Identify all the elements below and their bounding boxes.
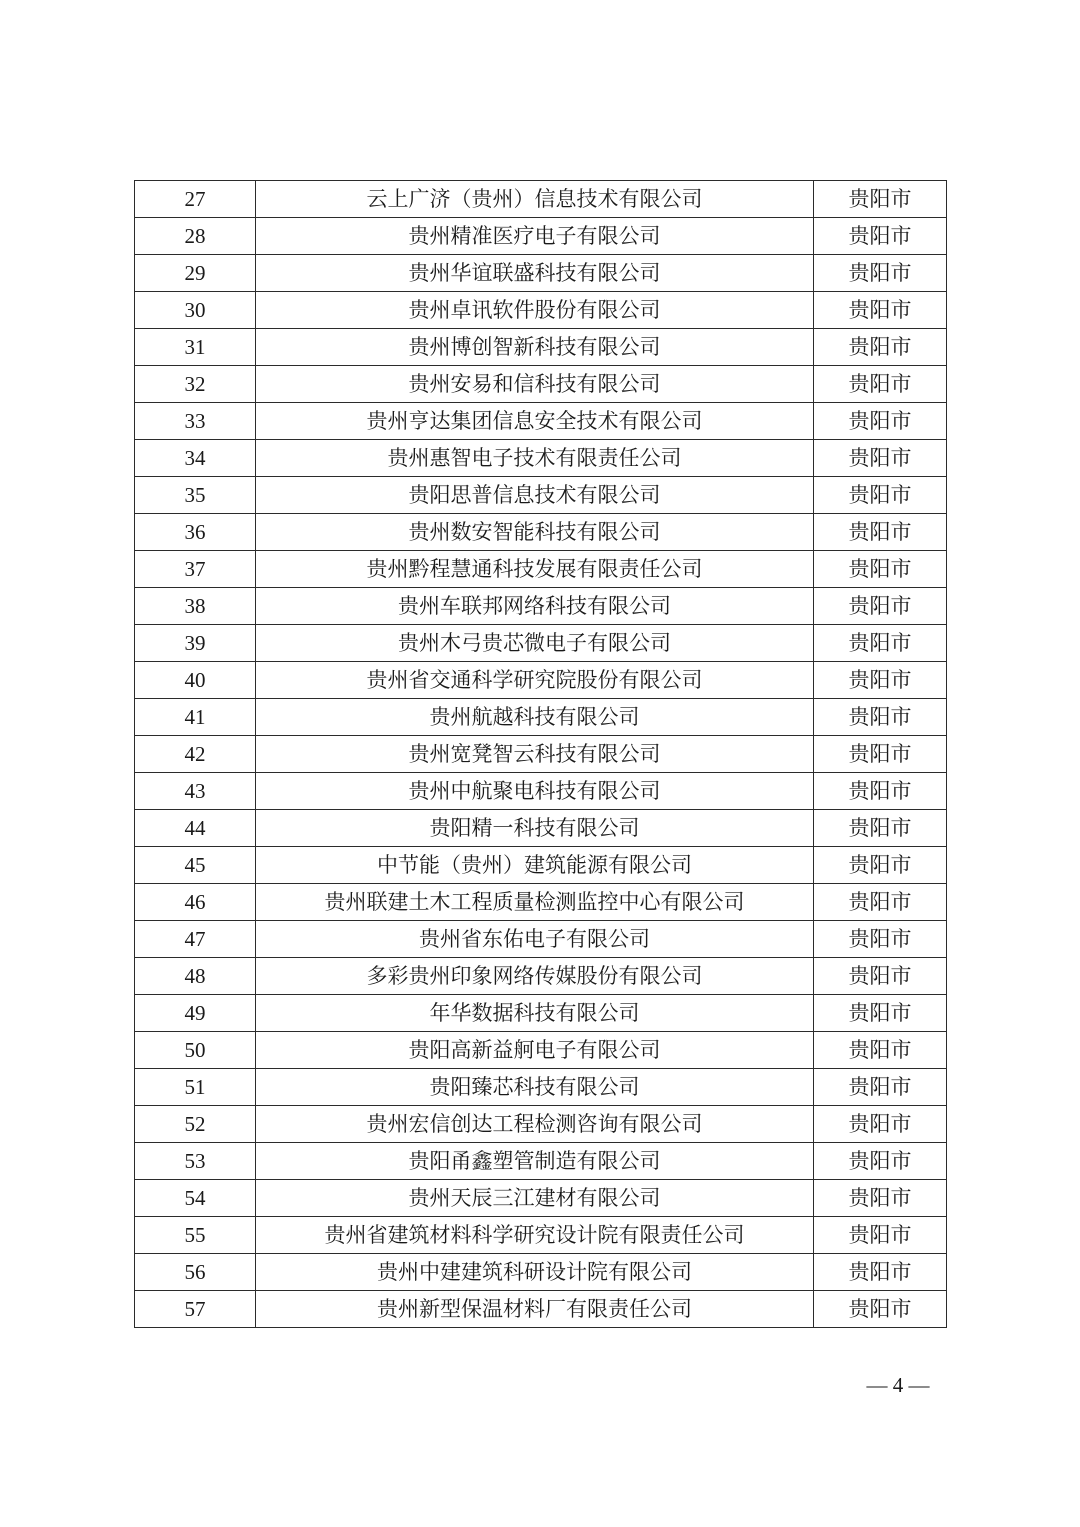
company-name-cell: 贵州亨达集团信息安全技术有限公司 [256, 403, 814, 440]
company-name-cell: 贵州宏信创达工程检测咨询有限公司 [256, 1106, 814, 1143]
table-row [135, 847, 947, 884]
row-number-cell: 39 [135, 625, 256, 662]
row-number-cell: 47 [135, 921, 256, 958]
city-cell: 贵阳市 [814, 1106, 947, 1143]
table-row [135, 329, 947, 366]
table-row [135, 551, 947, 588]
city-cell: 贵阳市 [814, 1032, 947, 1069]
company-name-cell: 贵州中建建筑科研设计院有限公司 [256, 1254, 814, 1291]
company-name-cell: 贵州精准医疗电子有限公司 [256, 218, 814, 255]
row-number-cell: 27 [135, 181, 256, 218]
city-cell: 贵阳市 [814, 1254, 947, 1291]
city-cell: 贵阳市 [814, 477, 947, 514]
row-number-cell: 52 [135, 1106, 256, 1143]
company-name-cell: 年华数据科技有限公司 [256, 995, 814, 1032]
row-number-cell: 32 [135, 366, 256, 403]
city-cell: 贵阳市 [814, 773, 947, 810]
city-cell: 贵阳市 [814, 1143, 947, 1180]
city-cell: 贵阳市 [814, 699, 947, 736]
company-name-cell: 贵阳精一科技有限公司 [256, 810, 814, 847]
city-cell: 贵阳市 [814, 736, 947, 773]
city-cell: 贵阳市 [814, 1180, 947, 1217]
table-row [135, 1143, 947, 1180]
table-row [135, 958, 947, 995]
city-cell: 贵阳市 [814, 255, 947, 292]
table-row [135, 884, 947, 921]
row-number-cell: 29 [135, 255, 256, 292]
row-number-cell: 50 [135, 1032, 256, 1069]
company-name-cell: 贵州华谊联盛科技有限公司 [256, 255, 814, 292]
row-number-cell: 45 [135, 847, 256, 884]
row-number-cell: 53 [135, 1143, 256, 1180]
company-name-cell: 贵阳思普信息技术有限公司 [256, 477, 814, 514]
city-cell: 贵阳市 [814, 403, 947, 440]
row-number-cell: 46 [135, 884, 256, 921]
city-cell: 贵阳市 [814, 810, 947, 847]
company-name-cell: 云上广济（贵州）信息技术有限公司 [256, 181, 814, 218]
table-row [135, 1106, 947, 1143]
row-number-cell: 48 [135, 958, 256, 995]
table-row [135, 1032, 947, 1069]
row-number-cell: 34 [135, 440, 256, 477]
company-name-cell: 贵州木弓贵芯微电子有限公司 [256, 625, 814, 662]
row-number-cell: 43 [135, 773, 256, 810]
table-row [135, 477, 947, 514]
city-cell: 贵阳市 [814, 366, 947, 403]
company-name-cell: 贵州数安智能科技有限公司 [256, 514, 814, 551]
company-name-cell: 贵州中航聚电科技有限公司 [256, 773, 814, 810]
row-number-cell: 37 [135, 551, 256, 588]
table-row [135, 1291, 947, 1328]
table-row [135, 1254, 947, 1291]
table-row [135, 218, 947, 255]
table-row [135, 255, 947, 292]
table-row [135, 514, 947, 551]
row-number-cell: 44 [135, 810, 256, 847]
city-cell: 贵阳市 [814, 292, 947, 329]
table-row [135, 292, 947, 329]
city-cell: 贵阳市 [814, 440, 947, 477]
company-name-cell: 贵阳高新益舸电子有限公司 [256, 1032, 814, 1069]
company-name-cell: 贵州联建土木工程质量检测监控中心有限公司 [256, 884, 814, 921]
company-name-cell: 贵州安易和信科技有限公司 [256, 366, 814, 403]
city-cell: 贵阳市 [814, 625, 947, 662]
city-cell: 贵阳市 [814, 1291, 947, 1328]
company-name-cell: 贵州博创智新科技有限公司 [256, 329, 814, 366]
table-row [135, 1180, 947, 1217]
company-name-cell: 贵州省东佑电子有限公司 [256, 921, 814, 958]
company-name-cell: 贵州新型保温材料厂有限责任公司 [256, 1291, 814, 1328]
company-name-cell: 贵州惠智电子技术有限责任公司 [256, 440, 814, 477]
table-row [135, 699, 947, 736]
city-cell: 贵阳市 [814, 514, 947, 551]
row-number-cell: 31 [135, 329, 256, 366]
table-row [135, 995, 947, 1032]
table-body [135, 181, 947, 1328]
company-name-cell: 贵州车联邦网络科技有限公司 [256, 588, 814, 625]
row-number-cell: 33 [135, 403, 256, 440]
city-cell: 贵阳市 [814, 1069, 947, 1106]
city-cell: 贵阳市 [814, 329, 947, 366]
row-number-cell: 28 [135, 218, 256, 255]
row-number-cell: 35 [135, 477, 256, 514]
table-row [135, 662, 947, 699]
company-list-table [134, 180, 947, 1328]
company-name-cell: 贵阳臻芯科技有限公司 [256, 1069, 814, 1106]
row-number-cell: 56 [135, 1254, 256, 1291]
table-row [135, 1217, 947, 1254]
city-cell: 贵阳市 [814, 218, 947, 255]
table-row [135, 736, 947, 773]
table-row [135, 440, 947, 477]
company-name-cell: 贵州天辰三江建材有限公司 [256, 1180, 814, 1217]
row-number-cell: 49 [135, 995, 256, 1032]
table-row [135, 921, 947, 958]
table-row [135, 810, 947, 847]
city-cell: 贵阳市 [814, 551, 947, 588]
city-cell: 贵阳市 [814, 588, 947, 625]
company-name-cell: 贵州黔程慧通科技发展有限责任公司 [256, 551, 814, 588]
city-cell: 贵阳市 [814, 995, 947, 1032]
row-number-cell: 42 [135, 736, 256, 773]
table-row [135, 773, 947, 810]
company-name-cell: 贵州宽凳智云科技有限公司 [256, 736, 814, 773]
row-number-cell: 40 [135, 662, 256, 699]
table-row [135, 181, 947, 218]
table-row [135, 588, 947, 625]
company-name-cell: 贵州省交通科学研究院股份有限公司 [256, 662, 814, 699]
row-number-cell: 36 [135, 514, 256, 551]
city-cell: 贵阳市 [814, 884, 947, 921]
table-row [135, 625, 947, 662]
city-cell: 贵阳市 [814, 921, 947, 958]
table-row [135, 366, 947, 403]
row-number-cell: 41 [135, 699, 256, 736]
company-name-cell: 多彩贵州印象网络传媒股份有限公司 [256, 958, 814, 995]
table-row [135, 1069, 947, 1106]
city-cell: 贵阳市 [814, 1217, 947, 1254]
table-row [135, 403, 947, 440]
city-cell: 贵阳市 [814, 847, 947, 884]
page-number: — 4 — [866, 1373, 930, 1397]
company-name-cell: 中节能（贵州）建筑能源有限公司 [256, 847, 814, 884]
row-number-cell: 57 [135, 1291, 256, 1328]
city-cell: 贵阳市 [814, 662, 947, 699]
row-number-cell: 55 [135, 1217, 256, 1254]
city-cell: 贵阳市 [814, 181, 947, 218]
company-name-cell: 贵州航越科技有限公司 [256, 699, 814, 736]
row-number-cell: 54 [135, 1180, 256, 1217]
company-name-cell: 贵州省建筑材料科学研究设计院有限责任公司 [256, 1217, 814, 1254]
row-number-cell: 38 [135, 588, 256, 625]
city-cell: 贵阳市 [814, 958, 947, 995]
company-name-cell: 贵州卓讯软件股份有限公司 [256, 292, 814, 329]
row-number-cell: 51 [135, 1069, 256, 1106]
row-number-cell: 30 [135, 292, 256, 329]
company-name-cell: 贵阳甬鑫塑管制造有限公司 [256, 1143, 814, 1180]
